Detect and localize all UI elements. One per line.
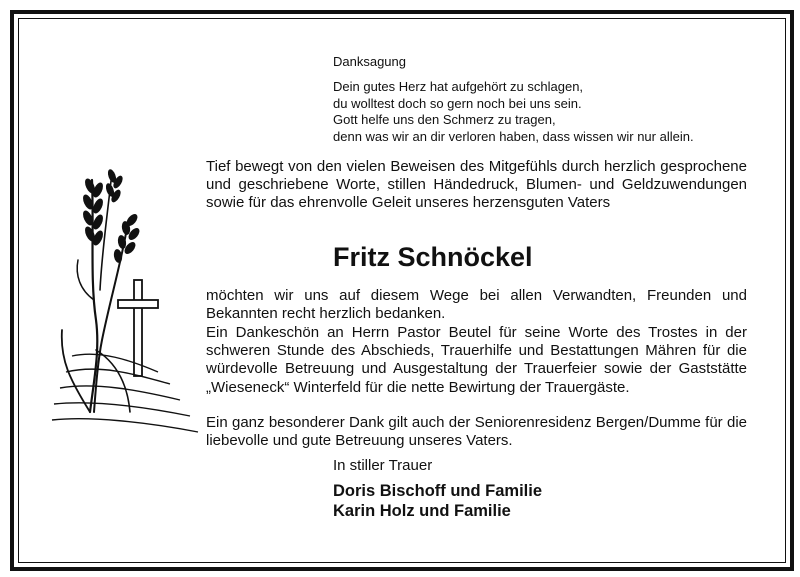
family-signature-2: Karin Holz und Familie	[333, 502, 511, 520]
intro-paragraph: Tief bewegt von den vielen Beweisen des Mitgefühls durch herzlich gesprochene und geschriebene Worte, stillen Händedruck, Blumen- und Geldzuwendungen sowie für das ehrenvolle Geleit unseres herzensguten Vaters	[206, 158, 747, 212]
mourning-label: In stiller Trauer	[333, 457, 433, 474]
poem-line: du wolltest doch so gern noch bei uns sein.	[333, 95, 582, 111]
wheat-and-cross-icon	[50, 150, 200, 450]
family-signature-1: Doris Bischoff und Familie	[333, 482, 543, 500]
thanks-paragraph-1: möchten wir uns auf diesem Wege bei allen Verwandten, Freunden und Bekannten recht herzlich bedanken.	[206, 287, 747, 323]
thanks-paragraph-3: Ein ganz besonderer Dank gilt auch der Seniorenresidenz Bergen/Dumme für die liebevolle und gute Betreuung unseres Vaters.	[206, 414, 747, 450]
thanks-paragraph-2: Ein Dankeschön an Herrn Pastor Beutel für seine Worte des Trostes in der schweren Stunde des Abschieds, Trauerhilfe und Bestattungen Mähren für die würdevolle Betreuung und Ausgestaltung der Trauerfeier sowie der Gaststätte „Wieseneck“ Winterfeld für die nette Bewirtung der Trauergäste.	[206, 324, 747, 396]
poem-line: Gott helfe uns den Schmerz zu tragen,	[333, 112, 556, 127]
poem	[333, 79, 694, 145]
poem-line: Dein gutes Herz hat aufgehört zu schlagen,	[333, 79, 584, 94]
poem-line: denn was wir an dir verloren haben, dass wissen wir nur allein.	[333, 128, 694, 144]
notice-title: Danksagung	[333, 54, 406, 69]
deceased-name: Fritz Schnöckel	[333, 242, 533, 272]
